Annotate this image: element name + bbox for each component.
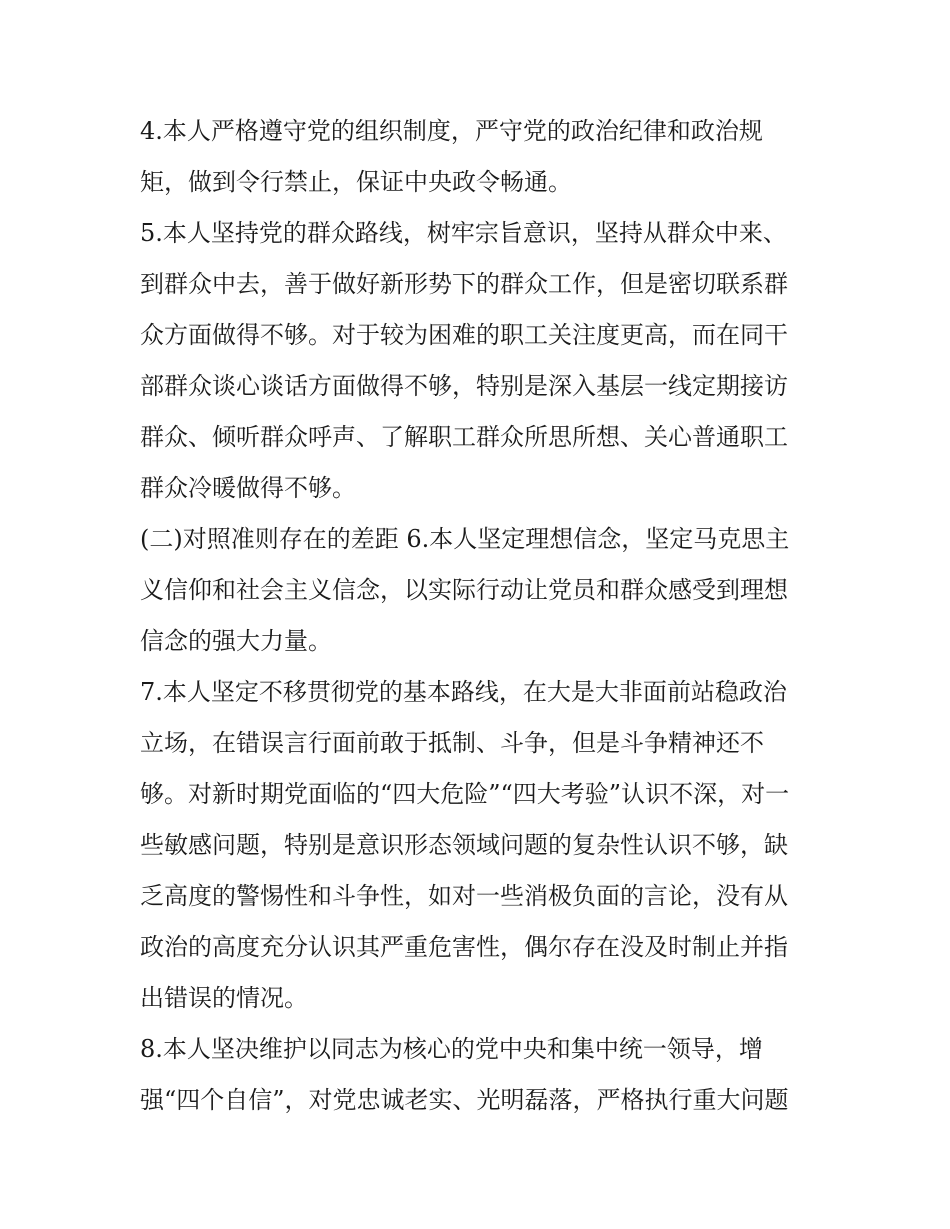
text-line: 8.本人坚决维护以同志为核心的党中央和集中统一领导，增 xyxy=(140,1035,763,1063)
paragraph-7 xyxy=(140,667,812,1024)
text-line: 乏高度的警惕性和斗争性，如对一些消极负面的言论，没有从 xyxy=(140,882,788,910)
text-line: (二)对照准则存在的差距 6.本人坚定理想信念，坚定马克思主 xyxy=(140,525,790,553)
text-line: 信念的强大力量。 xyxy=(140,627,332,655)
text-line: 强“四个自信”，对党忠诚老实、光明磊落，严格执行重大问题 xyxy=(140,1086,789,1114)
paragraph-8 xyxy=(140,1024,812,1126)
text-line: 7.本人坚定不移贯彻党的基本路线，在大是大非面前站稳政治 xyxy=(140,678,787,706)
text-line: 出错误的情况。 xyxy=(140,984,308,1012)
text-line: 立场，在错误言行面前敢于抵制、斗争，但是斗争精神还不 xyxy=(140,729,764,757)
paragraph-5 xyxy=(140,208,812,514)
text-line: 众方面做得不够。对于较为困难的职工关注度更高，而在同干 xyxy=(140,321,788,349)
text-line: 义信仰和社会主义信念，以实际行动让党员和群众感受到理想 xyxy=(140,576,788,604)
text-line: 5.本人坚持党的群众路线，树牢宗旨意识，坚持从群众中来、 xyxy=(140,219,787,247)
text-line: 够。对新时期党面临的“四大危险”“四大考验”认识不深，对一 xyxy=(140,780,790,808)
text-line: 政治的高度充分认识其严重危害性，偶尔存在没及时制止并指 xyxy=(140,933,788,961)
text-line: 4.本人严格遵守党的组织制度，严守党的政治纪律和政治规 xyxy=(140,117,763,145)
text-line: 些敏感问题，特别是意识形态领域问题的复杂性认识不够，缺 xyxy=(140,831,788,859)
paragraph-section-2-item-6 xyxy=(140,514,812,667)
text-line: 到群众中去，善于做好新形势下的群众工作，但是密切联系群 xyxy=(140,270,788,298)
text-line: 群众冷暖做得不够。 xyxy=(140,474,356,502)
text-line: 矩，做到令行禁止，保证中央政令畅通。 xyxy=(140,168,572,196)
text-line: 群众、倾听群众呼声、了解职工群众所思所想、关心普通职工 xyxy=(140,423,788,451)
paragraph-4 xyxy=(140,106,812,208)
document-body xyxy=(140,106,812,1126)
text-line: 部群众谈心谈话方面做得不够，特别是深入基层一线定期接访 xyxy=(140,372,788,400)
